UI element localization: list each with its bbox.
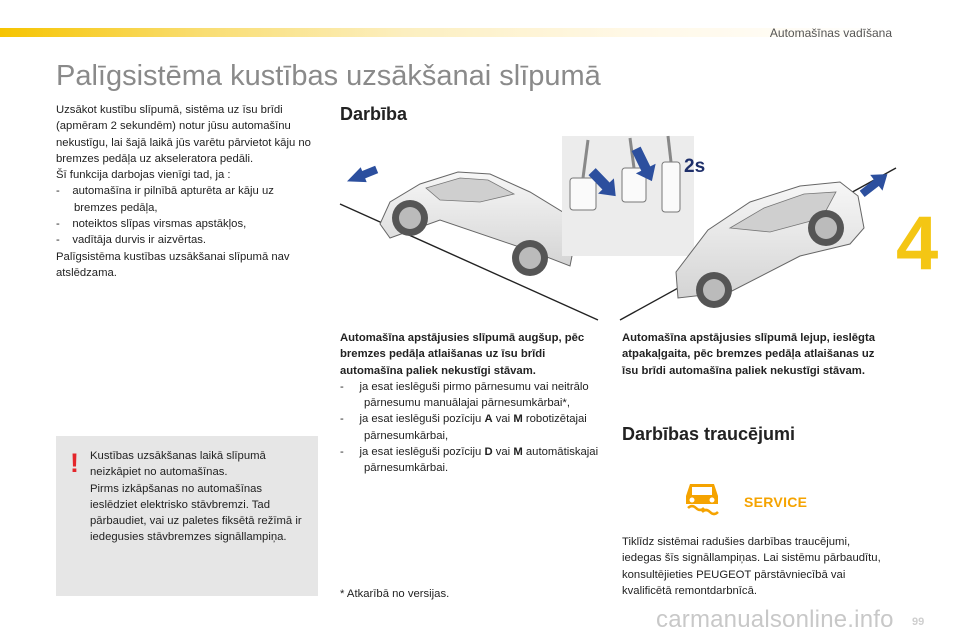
uphill-car-illustration bbox=[340, 172, 598, 320]
faults-text: Tiklīdz sistēmai radušies darbības traucējumi, iedegas šīs signāllampiņas. Lai sistēmu pārbaudītu, konsultējieties PEUGEOT pārstāvniecībā vai kvalificētā remontdarbnīcā. bbox=[622, 536, 881, 597]
operation-heading: Darbība bbox=[340, 104, 408, 124]
header-band bbox=[0, 28, 900, 37]
faults-heading: Darbības traucējumi bbox=[622, 424, 796, 444]
warning-box bbox=[56, 436, 318, 596]
footnote: * Atkarībā no versijas. bbox=[340, 588, 450, 600]
page-number: 99 bbox=[912, 616, 925, 628]
intro-note: Palīgsistēma kustības uzsākšanai slīpumā nav atslēdzama. bbox=[56, 250, 290, 279]
intro-text bbox=[56, 102, 318, 281]
chapter-number: 4 bbox=[896, 201, 939, 286]
exclamation-icon: ! bbox=[70, 448, 79, 478]
timer-badge: 2s bbox=[684, 156, 706, 177]
service-warning-label: SERVICE bbox=[744, 494, 808, 510]
uphill-lead: Automašīna apstājusies slīpumā augšup, pēc bremzes pedāļa atlaišanas uz īsu brīdi automašīna paliek nekustīgi stāvam. bbox=[340, 332, 585, 377]
condition-item: - noteiktos slīpas virsmas apstākļos, bbox=[56, 218, 247, 231]
uphill-item: - ja esat ieslēguši pozīciju D vai M automātiskajai pārnesumkārbai. bbox=[340, 446, 599, 475]
forward-arrow-icon bbox=[344, 162, 380, 189]
reverse-arrow-icon bbox=[856, 166, 894, 201]
intro-conditions-heading: Šī funkcija darbojas vienīgi tad, ja : bbox=[56, 169, 231, 182]
section-label: Automašīnas vadīšana bbox=[769, 26, 892, 40]
hill-start-illustration bbox=[330, 128, 898, 326]
page-title: Palīgsistēma kustības uzsākšanai slīpumā bbox=[56, 60, 601, 92]
uphill-item: - ja esat ieslēguši pirmo pārnesumu vai neitrālo pārnesumu manuālajai pārnesumkārbai*, bbox=[340, 380, 589, 410]
pedals-illustration bbox=[562, 136, 694, 256]
warning-line: Kustības uzsākšanas laikā slīpumā neizkāpiet no automašīnas. bbox=[90, 450, 266, 479]
warning-text bbox=[90, 448, 310, 546]
condition-item: - automašīna ir pilnībā apturēta ar kāju uz bremzes pedāļa, bbox=[56, 185, 274, 214]
stability-warning-icon bbox=[680, 478, 724, 518]
uphill-description bbox=[340, 330, 608, 477]
condition-item: - vadītāja durvis ir aizvērtas. bbox=[56, 234, 207, 247]
warning-line: Pirms izkāpšanas no automašīnas ieslēdziet elektrisko stāvbremzi. Tad pārbaudiet, vai uz paletes fiksētā režīmā ir iedegusies stāvbremzes signāllampiņa. bbox=[90, 482, 302, 544]
downhill-description: Automašīna apstājusies slīpumā lejup, ieslēgta atpakaļgaita, pēc bremzes pedāļa atlaišanas uz īsu brīdi automašīna paliek nekustīgi stāvam. bbox=[622, 332, 876, 377]
intro-paragraph: Uzsākot kustību slīpumā, sistēma uz īsu brīdi (apmēram 2 sekundēm) notur jūsu automašīnu nekustīgu, lai šajā laikā jūs varētu pārvietot kāju no bremzes pedāļa uz akseleratora pedāli. bbox=[56, 104, 311, 165]
uphill-item: - ja esat ieslēguši pozīciju A vai M robotizētajai pārnesumkārbai, bbox=[340, 413, 587, 442]
watermark: carmanualsonline.info bbox=[656, 606, 894, 633]
